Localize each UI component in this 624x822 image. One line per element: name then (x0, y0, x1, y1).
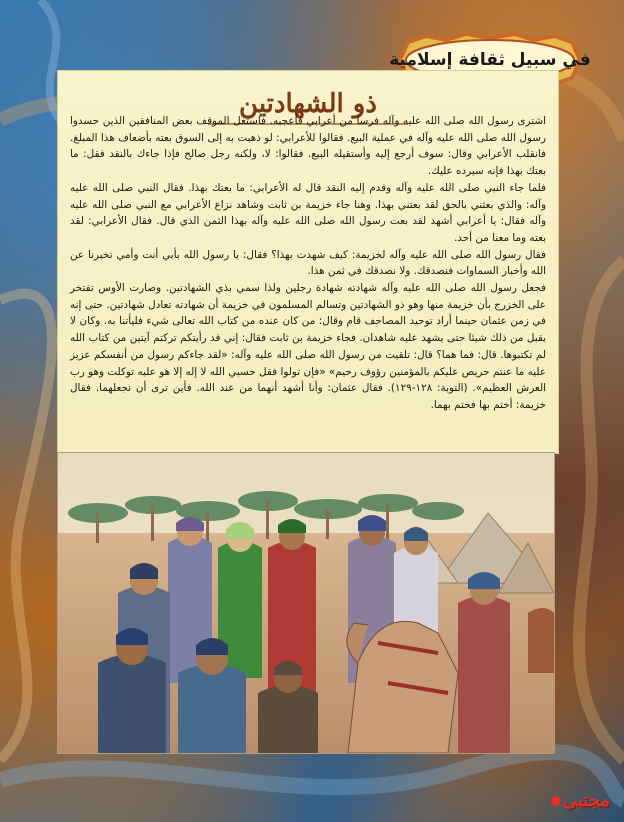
paragraph: فجعل رسول الله صلى الله عليه وآله شهادته شهادة رجلين ولذا سمي بذي الشهادتين. وصارت الأوس تفتخر على الخزرج بأن خزيمة منها وهو ذو الشهادتين وتسالم المسلمون في خزيمة أن شهادته تعادل شهادتين. حتى إنه في زمن عثمان حينما أراد توحيد المصاحف قام وقال: من كان عنده من كتاب الله تعالى شيء فليأتنا به. وكان لا يقبل من ذلك شيئا حتى يشهد عليه شاهدان. فجاء خزيمة بن ثابت فقال: إني قد رأيتكم تركتم آيتين من كتاب الله لم تكتبوها. قال: فما هما؟ قال: تلقيت من رسول الله صلى الله عليه وآله: «لقد جاءكم رسول من أنفسكم عزيز عليه ما عنتم حريص عليكم بالمؤمنين رؤوف رحيم» «فإن تولوا فقل حسبي الله لا إله إلا هو عليه توكلت وهو رب العرش العظيم». (التوبة: ١٢٨-١٢٩). فقال عثمان: وأنا أشهد أنهما من عند الله. فأين ترى أن نجعلهما. فقال خزيمة: أختم بها فختم بهما. (70, 282, 546, 411)
article-body (70, 113, 546, 414)
paragraph: فلما جاء النبي صلى الله عليه وآله وقدم إليه النقد قال له الأعرابي: ما بعتك بهذا. فقال النبي صلى الله عليه وآله: والذي بعثني بالحق لقد بعتني بهذا. وهنا جاء خزيمة بن ثابت وشاهد نزاع الأعرابي مع النبي صلى الله عليه وآله فقال: يا أعرابي أشهد لقد بعت رسول الله صلى الله عليه وآله بهذا الثمن الذي قال. فقال الأعرابي: لقد بعته وما معنا من أحد. (70, 181, 546, 244)
paragraph: اشترى رسول الله صلى الله عليه وآله فرسا من أعرابي فأعجبه. فاستغل الموقف بعض المنافقين الذين حسدوا رسول الله صلى الله عليه وآله في عملية البيع. فقالوا للأعرابي: لو ذهبت به إلى السوق بعته بأضعاف هذا المبلغ. فانقلب الأعرابي وقال: سوف أرجع إليه وأستقيله البيع. فقالوا: لا، ولكنه رجل صالح فإذا جاءك بالنقد فقل: ما بعتك بهذا فإنه سيرده عليك. (70, 115, 546, 178)
magazine-logo-text: مجتبى (562, 790, 610, 811)
article-panel (57, 70, 559, 454)
logo-dot-icon (551, 796, 561, 806)
article-title: ذو الشهادتين (239, 89, 377, 119)
magazine-logo (551, 790, 610, 811)
paragraph: فقال رسول الله صلى الله عليه وآله لخزيمة: كيف شهدت بهذا؟ فقال: يا رسول الله بأبي أنت وأمي تخبرنا عن الله وأخبار السماوات فنصدقك. ولا نصدقك في ثمن هذا. (70, 248, 546, 278)
story-illustration (57, 452, 555, 754)
section-badge-label: في سبيل ثقافة إسلامية (389, 50, 591, 70)
